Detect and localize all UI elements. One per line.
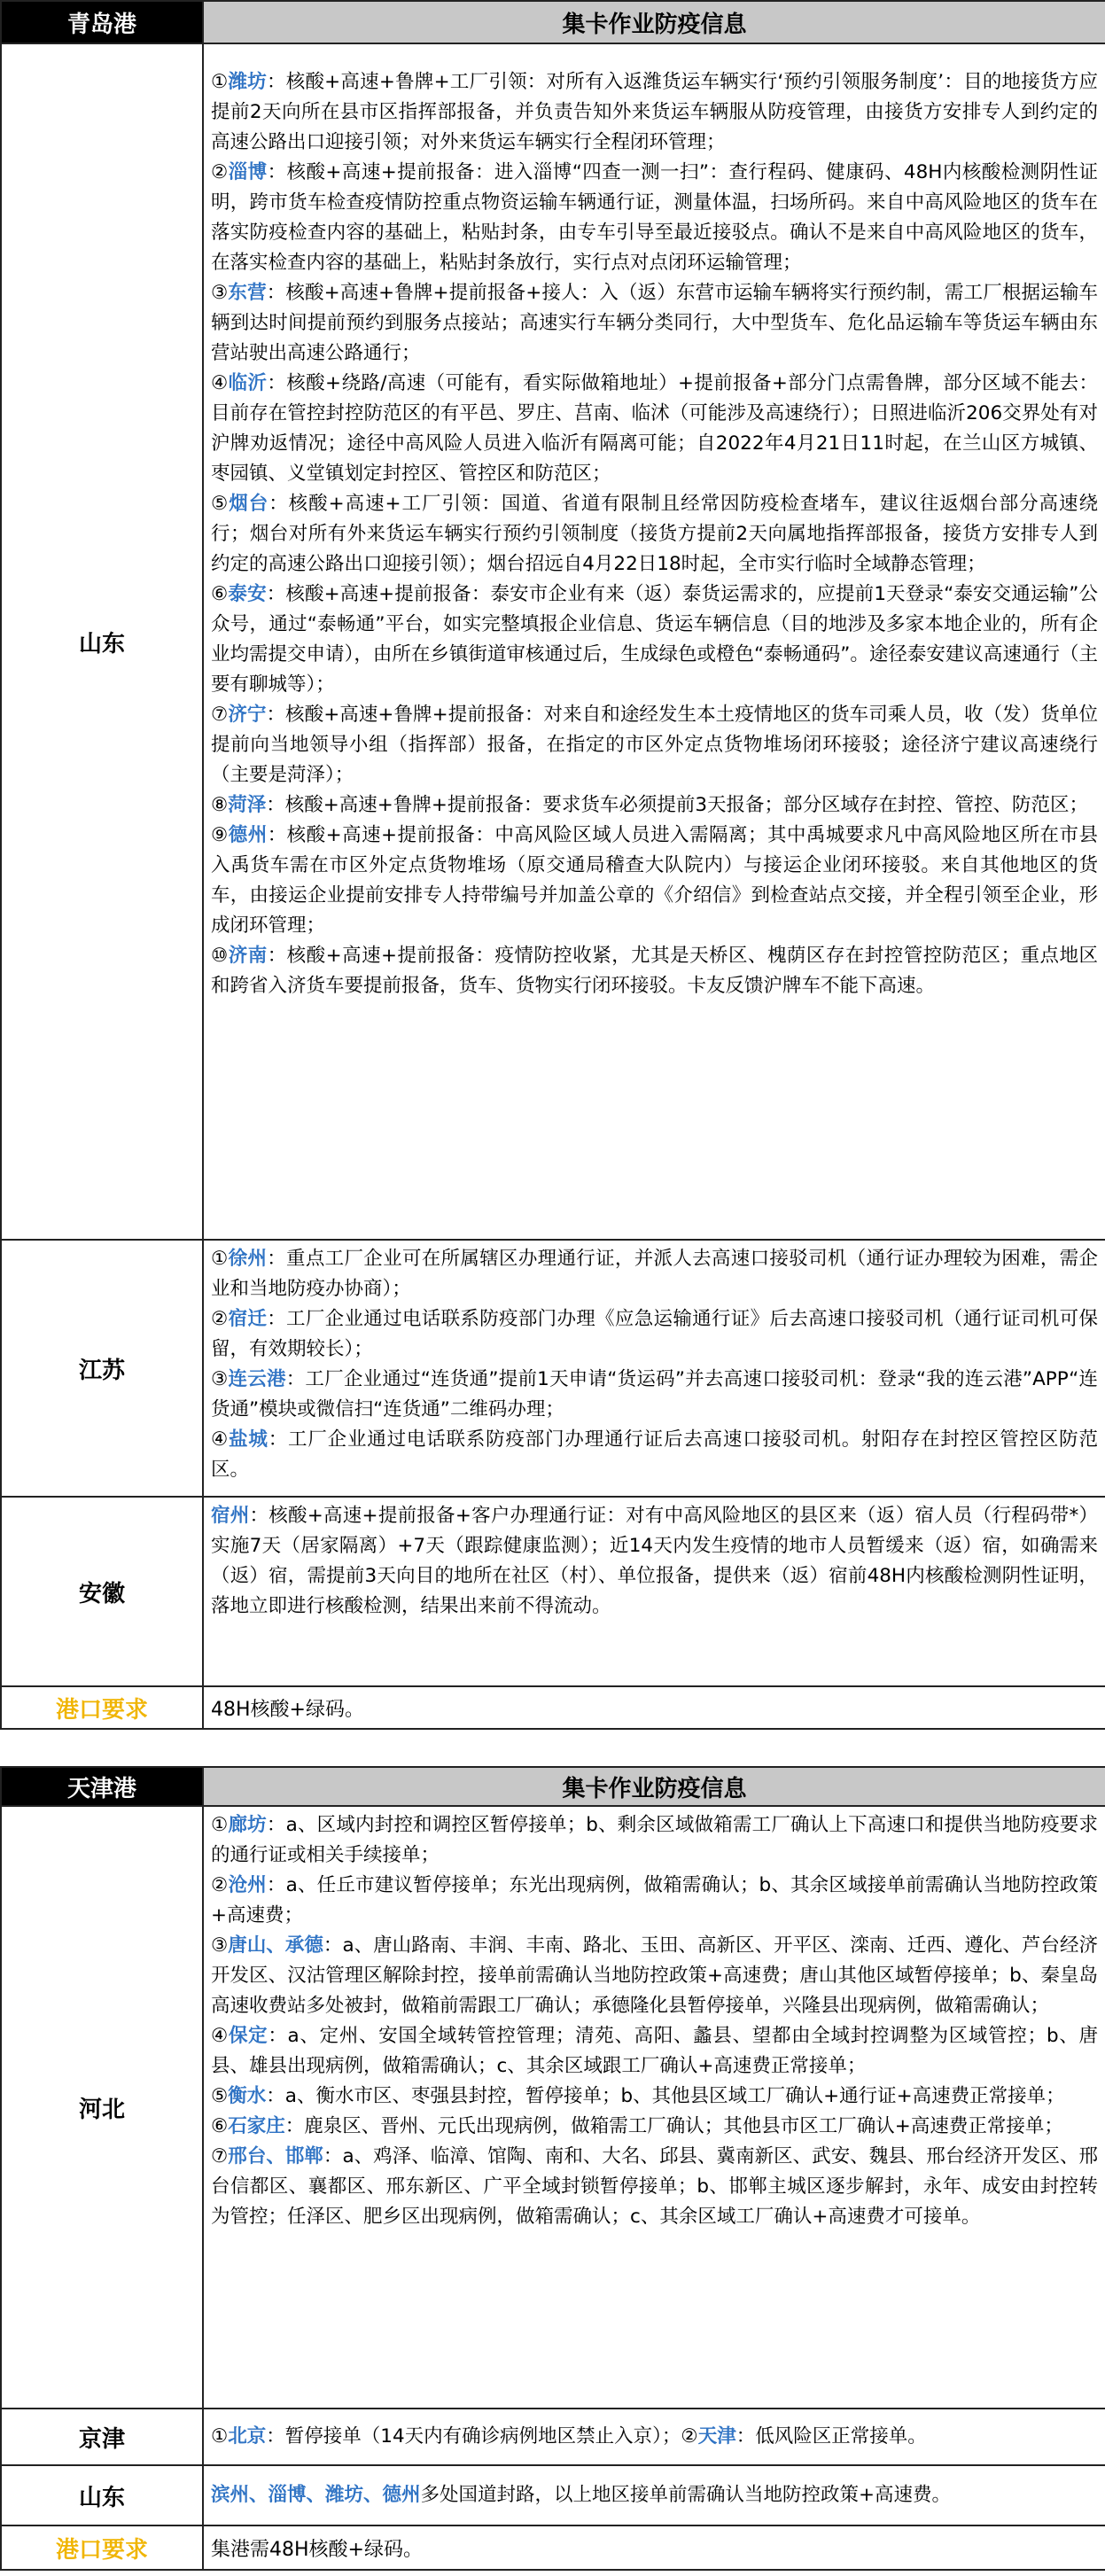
list-item: ③东营：核酸+高速+鲁牌+提前报备+接人：入（返）东营市运输车辆将实行预约制，需工厂根据运输车辆到达时间提前预约到服务点接站；高速实行车辆分类同行，大中型货车、危化品运输车等货运车辆由东营站驶出高速公路通行； — [211, 282, 1098, 364]
region-content-hebei — [203, 1806, 1105, 2409]
list-item: ②沧州：a、任丘市建议暂停接单；东光出现病例，做箱需确认；b、其余区域接单前需确认当地防控政策+高速费； — [211, 1874, 1099, 1926]
list-item: ③唐山、承德：a、唐山路南、丰润、丰南、路北、玉田、高新区、开平区、滦南、迁西、遵化、芦台经济开发区、汉沽管理区解除封控，接单前需确认当地防控政策+高速费；唐山其他区域暂停接单；b、秦皇岛高速收费站多处被封，做箱前需跟工厂确认；承德隆化县暂停接单，兴隆县出现病例，做箱需确认； — [211, 1934, 1098, 2017]
list-item: ⑦济宁：核酸+高速+鲁牌+提前报备：对来自和途经发生本土疫情地区的货车司乘人员，收（发）货单位提前向当地领导小组（指挥部）报备，在指定的市区外定点货物堆场闭环接驳；途径济宁建议高速绕行（主要是菏泽）； — [211, 704, 1098, 786]
port-requirement-label: 港口要求 — [1, 2525, 203, 2570]
region-content-shandong — [203, 43, 1105, 1240]
list-item: ④盐城：工厂企业通过电话联系防疫部门办理通行证后去高速口接驳司机。射阳存在封控区管控区防范区。 — [211, 1428, 1098, 1481]
list-item: ⑧菏泽：核酸+高速+鲁牌+提前报备：要求货车必须提前3天报备；部分区域存在封控、管控、防范区； — [211, 794, 1089, 816]
port-name: 天津港 — [1, 1767, 203, 1806]
list-item: ③连云港：工厂企业通过“连货通”提前1天申请“货运码”并去高速口接驳司机：登录“我的连云港”APP“连货通”模块或微信扫“连货通”二维码办理； — [211, 1368, 1098, 1420]
port-requirement-text: 48H核酸+绿码。 — [203, 1686, 1105, 1729]
list-item: ④保定：a、定州、安国全域转管控管理；清苑、高阳、蠡县、望都由全域封控调整为区域管控；b、唐县、雄县出现病例，做箱需确认；c、其余区域跟工厂确认+高速费正常接单； — [211, 2025, 1098, 2077]
region-content-jiangsu — [203, 1240, 1105, 1497]
list-item: ①廊坊：a、区域内封控和调控区暂停接单；b、剩余区域做箱需工厂确认上下高速口和提供当地防疫要求的通行证或相关手续接单； — [211, 1814, 1099, 1866]
table-title: 集卡作业防疫信息 — [203, 1, 1105, 43]
region-content-anhui — [203, 1497, 1105, 1686]
list-item: ①徐州：重点工厂企业可在所属辖区办理通行证，并派人去高速口接驳司机（通行证办理较为困难，需企业和当地防疫办协商）； — [211, 1248, 1098, 1300]
list-item: ④临沂：核酸+绕路/高速（可能有，看实际做箱地址）+提前报备+部分门点需鲁牌，部分区域不能去：目前存在管控封控防范区的有平邑、罗庄、莒南、临沭（可能涉及高速绕行）；日照进临沂206交界处有对沪牌劝返情况；途径中高风险人员进入临沂有隔离可能；自2022年4月21日11时起，在兰山区方城镇、枣园镇、义堂镇划定封控区、管控区和防范区； — [211, 372, 1098, 485]
region-hebei: 河北 — [1, 1806, 203, 2409]
region-shandong: 山东 — [1, 2465, 203, 2525]
divider — [0, 1728, 1105, 1765]
region-anhui: 安徽 — [1, 1497, 203, 1686]
list-item: ⑤烟台：核酸+高速+工厂引领：国道、省道有限制且经常因防疫检查堵车，建议往返烟台部分高速绕行；烟台对所有外来货运车辆实行预约引领制度（接货方提前2天向属地指挥部报备，接货方安排专人到约定的高速公路出口迎接引领）；烟台招远自4月22日18时起，全市实行临时全域静态管理； — [211, 493, 1098, 575]
list-item: ⑦邢台、邯郸：a、鸡泽、临漳、馆陶、南和、大名、邱县、冀南新区、武安、魏县、邢台经济开发区、邢台信都区、襄都区、邢东新区、广平全域封锁暂停接单；b、邯郸主城区逐步解封，永年、成安由封控转为管控；任泽区、肥乡区出现病例，做箱需确认；c、其余区域工厂确认+高速费才可接单。 — [211, 2145, 1098, 2228]
list-item: ⑥泰安：核酸+高速+提前报备：泰安市企业有来（返）泰货运需求的，应提前1天登录“泰安交通运输”公众号，通过“泰畅通”平台，如实完整填报企业信息、货运车辆信息（目的地涉及多家本地企业的，所有企业均需提交申请），由所在乡镇街道审核通过后，生成绿色或橙色“泰畅通码”。途径泰安建议高速通行（主要有聊城等）； — [211, 583, 1098, 696]
list-item: ②宿迁：工厂企业通过电话联系防疫部门办理《应急运输通行证》后去高速口接驳司机（通行证司机可保留，有效期较长）； — [211, 1308, 1098, 1360]
list-item: ⑨德州：核酸+高速+提前报备：中高风险区域人员进入需隔离；其中禹城要求凡中高风险地区所在市县入禹货车需在市区外定点货物堆场（原交通局稽查大队院内）与接运企业闭环接驳。来自其他地区的货车，由接运企业提前安排专人持带编号并加盖公章的《介绍信》到检查站点交接，并全程引领至企业，形成闭环管理； — [211, 824, 1098, 937]
list-item: ②淄博：核酸+高速+提前报备：进入淄博“四查一测一扫”：查行程码、健康码、48H内核酸检测阴性证明，跨市货车检查疫情防控重点物资运输车辆通行证，测量体温，扫场所码。来自中高风险地区的货车在落实防疫检查内容的基础上，粘贴封条，由专车引导至最近接驳点。确认不是来自中高风险地区的货车，在落实检查内容的基础上，粘贴封条放行，实行点对点闭环运输管理； — [211, 161, 1098, 274]
port-requirement-label: 港口要求 — [1, 1686, 203, 1729]
list-item: ⑥石家庄：鹿泉区、晋州、元氏出现病例，做箱需工厂确认；其他县市区工厂确认+高速费正常接单； — [211, 2115, 1063, 2137]
port-name: 青岛港 — [1, 1, 203, 43]
list-item: 宿州：核酸+高速+提前报备+客户办理通行证：对有中高风险地区的县区来（返）宿人员（行程码带*）实施7天（居家隔离）+7天（跟踪健康监测）；近14天内发生疫情的地市人员暂缓来（返）宿，如确需来（返）宿，需提前3天向目的地所在社区（村）、单位报备，提供来（返）宿前48H内核酸检测阴性证明，落地立即进行核酸检测，结果出来前不得流动。 — [211, 1505, 1098, 1617]
region-shandong: 山东 — [1, 43, 203, 1240]
region-jiangsu: 江苏 — [1, 1240, 203, 1497]
tianjin-table — [0, 1766, 1105, 2571]
region-content-jingjin: ①北京：暂停接单（14天内有确诊病例地区禁止入京）；②天津：低风险区正常接单。 — [203, 2409, 1105, 2465]
region-content-shandong: 滨州、淄博、潍坊、德州多处国道封路，以上地区接单前需确认当地防控政策+高速费。 — [203, 2465, 1105, 2525]
list-item: ⑩济南：核酸+高速+提前报备：疫情防控收紧，尤其是天桥区、槐荫区存在封控管控防范区；重点地区和跨省入济货车要提前报备，货车、货物实行闭环接驳。卡友反馈沪牌车不能下高速。 — [211, 945, 1098, 997]
table-title: 集卡作业防疫信息 — [203, 1767, 1105, 1806]
list-item: ①潍坊：核酸+高速+鲁牌+工厂引领：对所有入返潍货运车辆实行‘预约引领服务制度’：目的地接货方应提前2天向所在县市区指挥部报备，并负责告知外来货运车辆服从防疫管理，由接货方安排专人到约定的高速公路出口迎接引领；对外来货运车辆实行全程闭环管理； — [211, 71, 1098, 153]
region-jingjin: 京津 — [1, 2409, 203, 2465]
port-requirement-text: 集港需48H核酸+绿码。 — [203, 2525, 1105, 2570]
list-item: ⑤衡水：a、衡水市区、枣强县封控，暂停接单；b、其他县区域工厂确认+通行证+高速费正常接单； — [211, 2085, 1065, 2107]
